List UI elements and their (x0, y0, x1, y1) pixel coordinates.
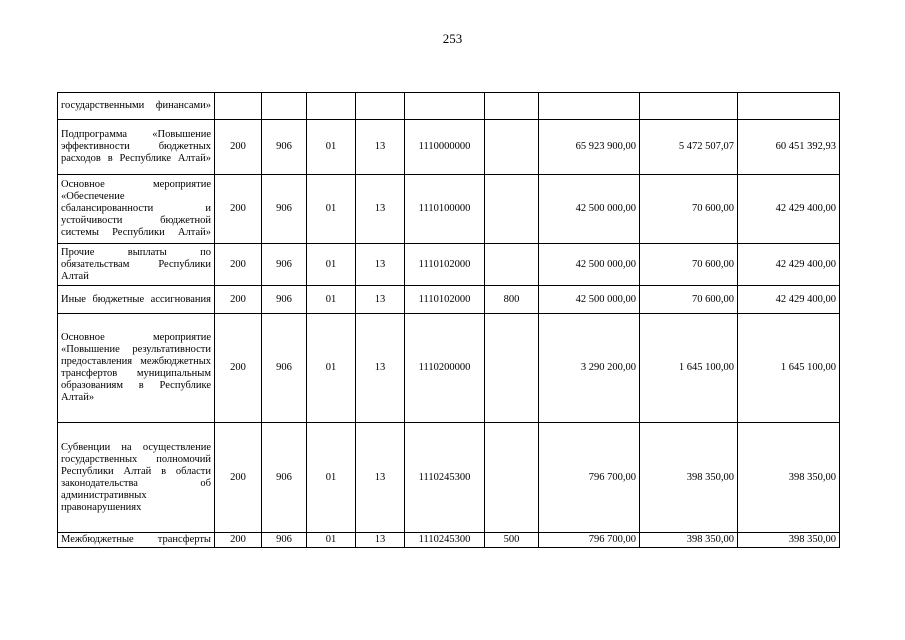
row-code-6 (485, 93, 539, 120)
row-code-2: 906 (262, 244, 307, 286)
row-name: Основное мероприятие «Повышение результативности предоставления межбюджетных трансфертов муниципальным образованиям в Республике Алтай» (58, 314, 215, 423)
row-code-4: 13 (356, 175, 405, 244)
row-name: Иные бюджетные ассигнования (58, 286, 215, 314)
row-code-5 (405, 93, 485, 120)
row-code-1: 200 (215, 120, 262, 175)
row-name: Прочие выплаты по обязательствам Республики Алтай (58, 244, 215, 286)
row-amount-1: 42 500 000,00 (539, 244, 640, 286)
row-code-5: 1110102000 (405, 244, 485, 286)
row-code-3 (307, 93, 356, 120)
row-amount-3: 398 350,00 (738, 423, 840, 533)
row-code-2: 906 (262, 175, 307, 244)
row-amount-2: 5 472 507,07 (640, 120, 738, 175)
row-code-1 (215, 93, 262, 120)
row-amount-3: 1 645 100,00 (738, 314, 840, 423)
row-amount-3: 60 451 392,93 (738, 120, 840, 175)
row-code-5: 1110000000 (405, 120, 485, 175)
row-amount-2: 398 350,00 (640, 423, 738, 533)
row-code-2: 906 (262, 423, 307, 533)
table-row (58, 314, 840, 423)
row-amount-1: 796 700,00 (539, 533, 640, 548)
row-code-5: 1110245300 (405, 423, 485, 533)
row-amount-3: 42 429 400,00 (738, 286, 840, 314)
table-row (58, 423, 840, 533)
row-code-1: 200 (215, 533, 262, 548)
row-code-4: 13 (356, 244, 405, 286)
page-number: 253 (442, 31, 463, 46)
row-amount-2 (640, 93, 738, 120)
row-amount-3: 42 429 400,00 (738, 244, 840, 286)
row-code-2: 906 (262, 533, 307, 548)
row-code-6 (485, 175, 539, 244)
row-code-4: 13 (356, 423, 405, 533)
row-amount-2: 1 645 100,00 (640, 314, 738, 423)
row-amount-1 (539, 93, 640, 120)
row-code-1: 200 (215, 286, 262, 314)
row-code-2: 906 (262, 314, 307, 423)
row-code-4: 13 (356, 120, 405, 175)
table-row (58, 93, 840, 120)
row-amount-2: 70 600,00 (640, 286, 738, 314)
row-code-3: 01 (307, 286, 356, 314)
row-amount-2: 398 350,00 (640, 533, 738, 548)
row-code-1: 200 (215, 244, 262, 286)
row-name: Основное мероприятие «Обеспечение сбалансированности и устойчивости бюджетной системы Республики Алтай» (58, 175, 215, 244)
row-name: Подпрограмма «Повышение эффективности бюджетных расходов в Республике Алтай» (58, 120, 215, 175)
table-row (58, 175, 840, 244)
row-code-6: 500 (485, 533, 539, 548)
row-amount-1: 42 500 000,00 (539, 175, 640, 244)
row-code-3: 01 (307, 314, 356, 423)
row-code-1: 200 (215, 175, 262, 244)
row-code-5: 1110100000 (405, 175, 485, 244)
row-code-6: 800 (485, 286, 539, 314)
row-code-5: 1110200000 (405, 314, 485, 423)
row-code-6 (485, 120, 539, 175)
row-code-1: 200 (215, 314, 262, 423)
row-code-2: 906 (262, 120, 307, 175)
row-code-3: 01 (307, 533, 356, 548)
row-code-5: 1110245300 (405, 533, 485, 548)
row-amount-3 (738, 93, 840, 120)
row-code-4: 13 (356, 314, 405, 423)
row-amount-3: 42 429 400,00 (738, 175, 840, 244)
row-code-2 (262, 93, 307, 120)
table-row (58, 120, 840, 175)
row-amount-1: 42 500 000,00 (539, 286, 640, 314)
row-code-3: 01 (307, 423, 356, 533)
table-row (58, 244, 840, 286)
row-code-3: 01 (307, 244, 356, 286)
row-name: Межбюджетные трансферты (58, 533, 215, 548)
row-amount-3: 398 350,00 (738, 533, 840, 548)
row-code-4: 13 (356, 286, 405, 314)
row-code-6 (485, 423, 539, 533)
row-code-1: 200 (215, 423, 262, 533)
row-amount-2: 70 600,00 (640, 244, 738, 286)
row-amount-2: 70 600,00 (640, 175, 738, 244)
row-code-6 (485, 244, 539, 286)
row-code-4: 13 (356, 533, 405, 548)
row-amount-1: 65 923 900,00 (539, 120, 640, 175)
row-code-5: 1110102000 (405, 286, 485, 314)
row-code-3: 01 (307, 120, 356, 175)
row-name: Субвенции на осуществление государственных полномочий Республики Алтай в области законодательства об административных правонарушениях (58, 423, 215, 533)
row-code-6 (485, 314, 539, 423)
row-name: государственными финансами» (58, 93, 215, 120)
row-code-2: 906 (262, 286, 307, 314)
row-amount-1: 796 700,00 (539, 423, 640, 533)
budget-table (57, 92, 840, 548)
row-amount-1: 3 290 200,00 (539, 314, 640, 423)
row-code-4 (356, 93, 405, 120)
table-row (58, 533, 840, 548)
table-row (58, 286, 840, 314)
row-code-3: 01 (307, 175, 356, 244)
